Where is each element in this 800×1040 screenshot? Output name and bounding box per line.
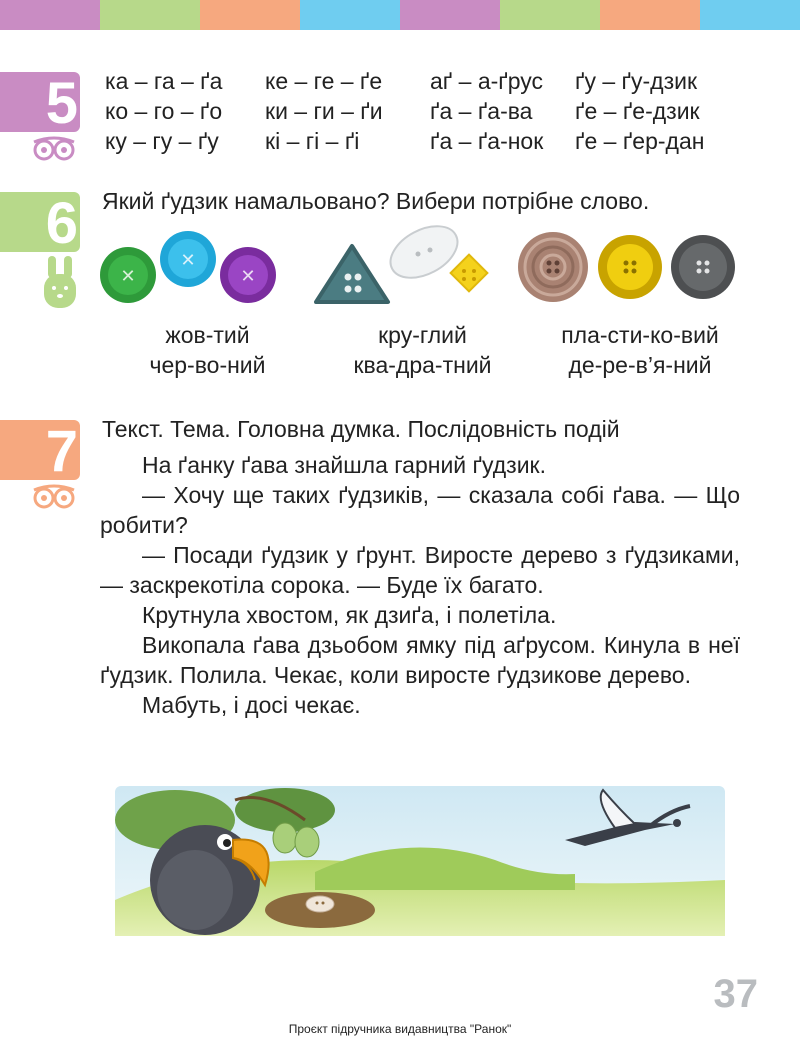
syllable-cell: аґ – а-ґрус xyxy=(430,68,544,94)
word-choices xyxy=(100,320,750,380)
stripe xyxy=(300,0,400,30)
story-paragraph: На ґанку ґава знайшла гарний ґудзик. xyxy=(142,452,546,478)
page-number: 37 xyxy=(713,972,758,1016)
owl-eyes-icon xyxy=(30,136,78,162)
stripe xyxy=(0,0,100,30)
bunny-icon xyxy=(42,254,78,310)
word-option[interactable]: кру-глий xyxy=(378,322,467,348)
blue-button-image xyxy=(160,231,216,287)
syllable-cell: ке – ге – ґе xyxy=(265,68,383,94)
task-number: 5 xyxy=(45,71,78,136)
syllable-cell: ґа – ґа-нок xyxy=(430,128,544,154)
green-button-image xyxy=(100,247,156,303)
story-illustration xyxy=(115,780,725,940)
syllable-table xyxy=(105,66,745,156)
story-paragraph: — Хочу ще таких ґудзиків, — сказала собі ґава. — Що робити? xyxy=(100,482,740,538)
grey-button-image xyxy=(671,235,735,299)
word-column xyxy=(530,320,750,380)
syllable-cell: ґе – ґе-дзик xyxy=(575,98,700,124)
svg-text:✕: ✕ xyxy=(120,266,136,287)
word-option[interactable]: де-ре-в’я-ний xyxy=(568,352,712,378)
yellow-square-button-image xyxy=(451,255,488,292)
buttons-illustration xyxy=(98,222,748,312)
word-option[interactable]: чер-во-ний xyxy=(149,352,266,378)
svg-text:✕: ✕ xyxy=(180,250,196,271)
task-number-badge xyxy=(0,191,80,256)
white-oval-button-image xyxy=(382,222,466,288)
word-column xyxy=(315,320,530,380)
syllable-cell: ґе – ґер-дан xyxy=(575,128,705,154)
stripe xyxy=(700,0,800,30)
story-paragraph: — Посади ґудзик у ґрунт. Виросте дерево з ґудзиками, — заскрекотіла сорока. — Буде їх багато. xyxy=(100,542,740,598)
syllable-cell: ґа – ґа-ва xyxy=(430,98,533,124)
stripe xyxy=(200,0,300,30)
syllable-cell: ка – га – ґа xyxy=(105,68,223,94)
stripe xyxy=(100,0,200,30)
task-heading: Текст. Тема. Головна думка. Послідовність подій xyxy=(102,416,620,442)
wooden-button-image xyxy=(518,232,588,302)
word-column xyxy=(100,320,315,380)
syllable-cell: ки – ги – ґи xyxy=(265,98,383,124)
syllable-cell: ко – го – ґо xyxy=(105,98,223,124)
dirt-mound xyxy=(265,892,375,928)
story-paragraph: Викопала ґава дзьобом ямку під аґрусом. Кинула в неї ґудзик. Полила. Чекає, коли виросте ґудзикове дерево. xyxy=(100,632,740,688)
stripe xyxy=(500,0,600,30)
word-option[interactable]: ква-дра-тний xyxy=(353,352,492,378)
syllable-cell: кі – гі – ґі xyxy=(265,128,360,154)
task-number: 7 xyxy=(45,419,78,484)
triangle-button-image xyxy=(316,246,388,302)
svg-text:✕: ✕ xyxy=(240,266,256,287)
stripe xyxy=(400,0,500,30)
stripe xyxy=(600,0,700,30)
word-option[interactable]: жов-тий xyxy=(165,322,250,348)
word-option[interactable]: пла-сти-ко-вий xyxy=(561,322,719,348)
story-paragraph: Мабуть, і досі чекає. xyxy=(142,692,361,718)
owl-eyes-icon xyxy=(30,484,78,510)
story-paragraph: Крутнула хвостом, як дзиґа, і полетіла. xyxy=(142,602,557,628)
task-number-badge xyxy=(0,71,80,136)
task-question: Який ґудзик намальовано? Вибери потрібне слово. xyxy=(102,188,650,214)
syllable-cell: ґу – ґу-дзик xyxy=(575,68,698,94)
story-text xyxy=(100,450,740,720)
syllable-cell: ку – гу – ґу xyxy=(105,128,219,154)
purple-button-image xyxy=(220,247,276,303)
footer-note: Проєкт підручника видавництва "Ранок" xyxy=(288,1022,512,1036)
task-number-badge xyxy=(0,419,80,484)
task-number: 6 xyxy=(45,191,78,256)
top-color-stripes xyxy=(0,0,800,30)
gold-button-image xyxy=(598,235,662,299)
